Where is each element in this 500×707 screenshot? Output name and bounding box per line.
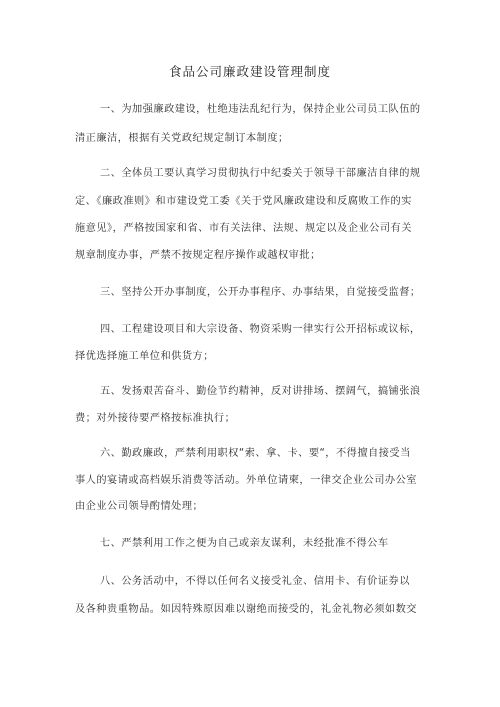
paragraph-3-line-1: 三、坚持公开办事制度，公开办事程序、办事结果，自觉接受监督； xyxy=(100,287,421,298)
paragraph-8-line-1: 八、公务活动中，不得以任何名义接受礼金、信用卡、有价证券以 xyxy=(100,576,410,587)
paragraph-1-line-2: 清正廉洁，根据有关党政纪规定制订本制度； xyxy=(75,133,289,144)
paragraph-2-line-3: 施意见》，严格按国家和省、市有关法律、法规、规定以及企业公司有关 xyxy=(75,223,412,234)
paragraph-5-line-1: 五、发扬艰苦奋斗、勤俭节约精神，反对讲排场、摆阔气，搞铺张浪 xyxy=(100,386,421,397)
paragraph-4-line-1: 四、工程建设项目和大宗设备、物资采购一律实行公开招标或议标， xyxy=(100,324,421,335)
paragraph-8-line-2: 及各种贵重物品。如因特殊原因难以谢绝而接受的，礼金礼物必须如数交 xyxy=(75,604,417,615)
document-title: 食品公司廉政建设管理制度 xyxy=(168,64,331,79)
paragraph-5-line-2: 费；对外接待要严格按标准执行； xyxy=(75,413,236,424)
paragraph-4-line-2: 择优选择施工单位和供货方； xyxy=(75,351,214,362)
paragraph-2-line-1: 二、全体员工要认真学习贯彻执行中纪委关于领导干部廉洁自律的规 xyxy=(100,168,421,179)
paragraph-7-line-1: 七、严禁利用工作之便为自己或亲友谋利，未经批准不得公车 xyxy=(100,538,389,549)
paragraph-2-line-4: 规章制度办事，严禁不按规定程序操作或越权审批； xyxy=(75,250,321,261)
paragraph-6-line-2: 事人的宴请或高档娱乐消费等活动。外单位请柬，一律交企业公司办公室 xyxy=(75,475,417,486)
paragraph-1-line-1: 一、为加强廉政建设，杜绝违法乱纪行为，保持企业公司员工队伍的 xyxy=(100,104,421,115)
paragraph-6-line-1: 六、勤政廉政，严禁利用职权“索、拿、卡、要“，不得擅自接受当 xyxy=(100,448,411,459)
paragraph-2-line-2: 定、《廉政准则》和市建设党工委《关于党风廉政建设和反腐败工作的实 xyxy=(75,196,412,207)
paragraph-6-line-3: 由企业公司领导酌情处理； xyxy=(75,501,204,512)
